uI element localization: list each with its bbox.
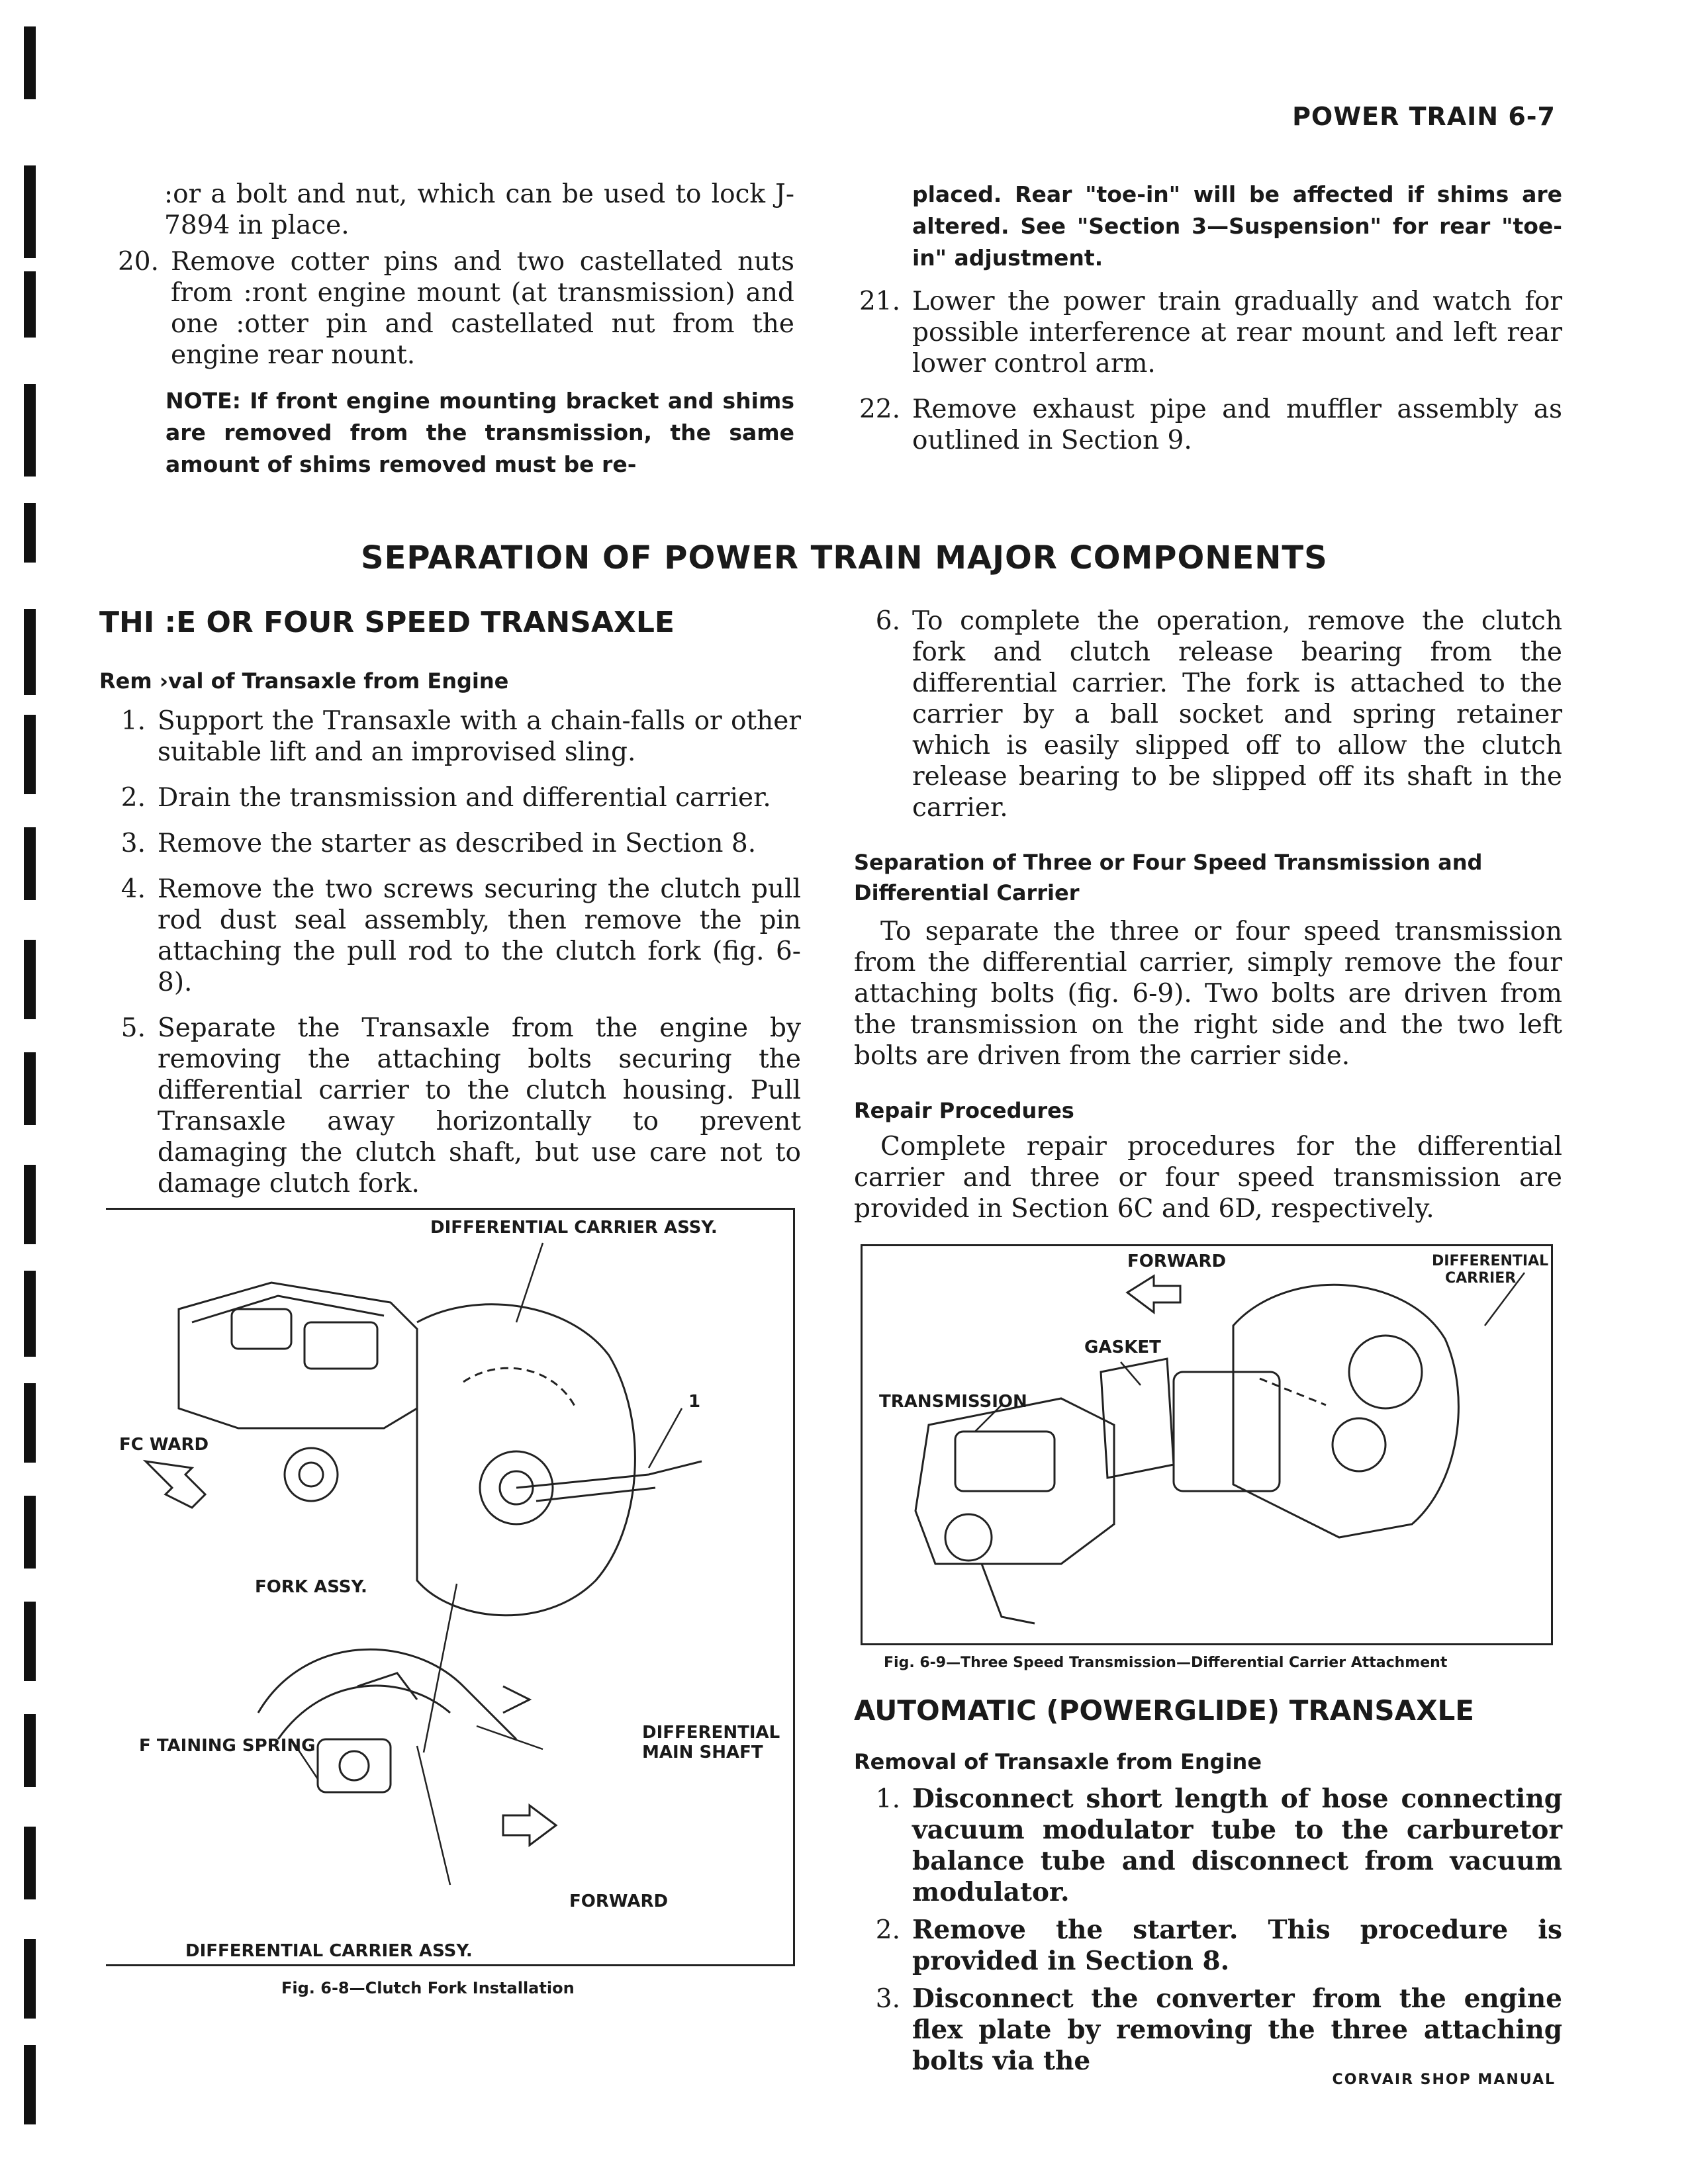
step-number: 1. <box>875 1784 900 1814</box>
label-forward: FORWARD <box>1127 1251 1227 1271</box>
note-text: NOTE: If front engine mounting bracket and shims are removed from the transmission, the same amount of shims removed must be re- <box>165 388 794 477</box>
right-column <box>854 606 1562 1224</box>
label-fork-assy: FORK ASSY. <box>255 1577 367 1597</box>
automatic-section <box>854 1694 1562 2091</box>
label-gasket: GASKET <box>1084 1338 1161 1357</box>
label-one: 1 <box>688 1392 701 1412</box>
separation-text: To separate the three or four speed transmission from the differential carrier, simply remove the four attaching bolts (fig. 6-9). Two bolts are driven from the transmission on the right side and the two left bolts are driven from the carrier side. <box>854 917 1562 1071</box>
step-22 <box>854 394 1562 456</box>
step-number: 2. <box>875 1915 900 1945</box>
step-number: 4. <box>120 874 146 904</box>
automatic-heading: Removal of Transaxle from Engine <box>854 1749 1262 1774</box>
section-title: SEPARATION OF POWER TRAIN MAJOR COMPONENTS <box>361 539 1328 576</box>
subtitle: THI :E OR FOUR SPEED TRANSAXLE <box>99 606 675 639</box>
step-number: 3. <box>875 1984 900 2014</box>
repair-heading: Repair Procedures <box>854 1098 1074 1123</box>
label-forward-left: FC WARD <box>119 1435 209 1455</box>
step-number: 6. <box>875 606 900 636</box>
list-item <box>99 1013 801 1199</box>
step-text: Remove exhaust pipe and muffler assembly as outlined in Section 9. <box>912 394 1562 455</box>
step-number: 22. <box>859 394 900 424</box>
step-text: To complete the operation, remove the clutch fork and clutch release bearing from the differential carrier. The fork is attached to the carrier by a ball socket and spring retainer which is easily slipped off to allow the clutch release bearing to be slipped off its shaft in the carrier. <box>912 606 1562 823</box>
label-forward-bottom: FORWARD <box>569 1891 669 1911</box>
step-number: 3. <box>120 829 146 858</box>
step-text: Remove the two screws securing the clutch pull rod dust seal assembly, then remove the pin attaching the pull rod to the clutch fork (fig. 6-8). <box>158 874 801 997</box>
figure-6-8 <box>106 1208 795 1966</box>
step-text: Remove cotter pins and two castellated nuts from :ront engine mount (at transmission) and one :otter pin and castellated nut from the engine rear nount. <box>171 247 794 370</box>
step-text: Disconnect the converter from the engine flex plate by removing the three attaching bolts via the <box>912 1983 1562 2076</box>
step-text: Remove the starter as described in Section 8. <box>158 829 757 858</box>
list-item <box>99 828 801 859</box>
label-differential-main-shaft-1: DIFFERENTIAL <box>642 1723 780 1743</box>
page-header: POWER TRAIN 6-7 <box>1292 102 1556 131</box>
step-number: 21. <box>859 287 900 316</box>
removal-heading: Rem ›val of Transaxle from Engine <box>99 668 509 694</box>
intro-text: :or a bolt and nut, which can be used to lock J-7894 in place. <box>164 179 794 240</box>
list-item <box>854 1983 1562 2077</box>
step-number: 1. <box>120 706 146 736</box>
clutch-fork-illustration <box>106 1210 793 1964</box>
step-text: Remove the starter. This procedure is provided in Section 8. <box>912 1915 1562 1976</box>
label-transmission: TRANSMISSION <box>879 1392 1027 1412</box>
step-21 <box>854 286 1562 379</box>
step-number: 20. <box>117 247 159 277</box>
label-differential-main-shaft-2: MAIN SHAFT <box>642 1743 763 1762</box>
step-text: Disconnect short length of hose connecting vacuum modulator tube to the carburetor balance tube and disconnect from vacuum modulator. <box>912 1784 1562 1907</box>
step-20 <box>113 246 794 371</box>
figure-6-8-caption: Fig. 6-8—Clutch Fork Installation <box>281 1979 575 1997</box>
separation-heading: Separation of Three or Four Speed Transmission and Differential Carrier <box>854 850 1483 905</box>
step-text: Support the Transaxle with a chain-falls or other suitable lift and an improvised sling. <box>158 706 801 767</box>
list-item <box>99 874 801 998</box>
list-item <box>854 1915 1562 1977</box>
step-6 <box>854 606 1562 823</box>
automatic-steps <box>854 1784 1562 2077</box>
list-item <box>99 782 801 813</box>
figure-6-9-caption: Fig. 6-9—Three Speed Transmission—Differential Carrier Attachment <box>884 1655 1448 1671</box>
top-left-column <box>113 179 794 480</box>
automatic-title: AUTOMATIC (POWERGLIDE) TRANSAXLE <box>854 1694 1474 1727</box>
label-differential-carrier-2: CARRIER <box>1445 1270 1517 1287</box>
step-text: Separate the Transaxle from the engine by removing the attaching bolts securing the differential carrier to the clutch housing. Pull Transaxle away horizontally to prevent damaging the clutch shaft, but use care not to damage clutch fork. <box>158 1013 801 1199</box>
step-number: 5. <box>120 1013 146 1043</box>
label-differential-carrier-1: DIFFERENTIAL <box>1432 1253 1549 1269</box>
list-item <box>854 1784 1562 1908</box>
transmission-carrier-illustration <box>863 1246 1551 1643</box>
step-text: Drain the transmission and differential carrier. <box>158 783 771 813</box>
label-differential-carrier-bottom: DIFFERENTIAL CARRIER ASSY. <box>185 1941 473 1961</box>
label-differential-carrier-top: DIFFERENTIAL CARRIER ASSY. <box>430 1218 718 1238</box>
list-item <box>99 705 801 768</box>
repair-text: Complete repair procedures for the differential carrier and three or four speed transmission are provided in Section 6C and 6D, respectively. <box>854 1132 1562 1224</box>
removal-steps <box>99 705 801 1245</box>
page-footer: CORVAIR SHOP MANUAL <box>1332 2071 1556 2088</box>
note-continued: placed. Rear "toe-in" will be affected if shims are altered. See "Section 3—Suspension" for rear "toe-in" adjustment. <box>912 181 1562 271</box>
step-number: 2. <box>120 783 146 813</box>
left-column <box>99 606 801 1259</box>
step-text: Lower the power train gradually and watch for possible interference at rear mount and left rear lower control arm. <box>912 287 1562 379</box>
figure-6-9 <box>861 1244 1553 1645</box>
top-right-column <box>854 179 1562 471</box>
label-retaining-spring: F TAINING SPRING <box>139 1736 316 1756</box>
